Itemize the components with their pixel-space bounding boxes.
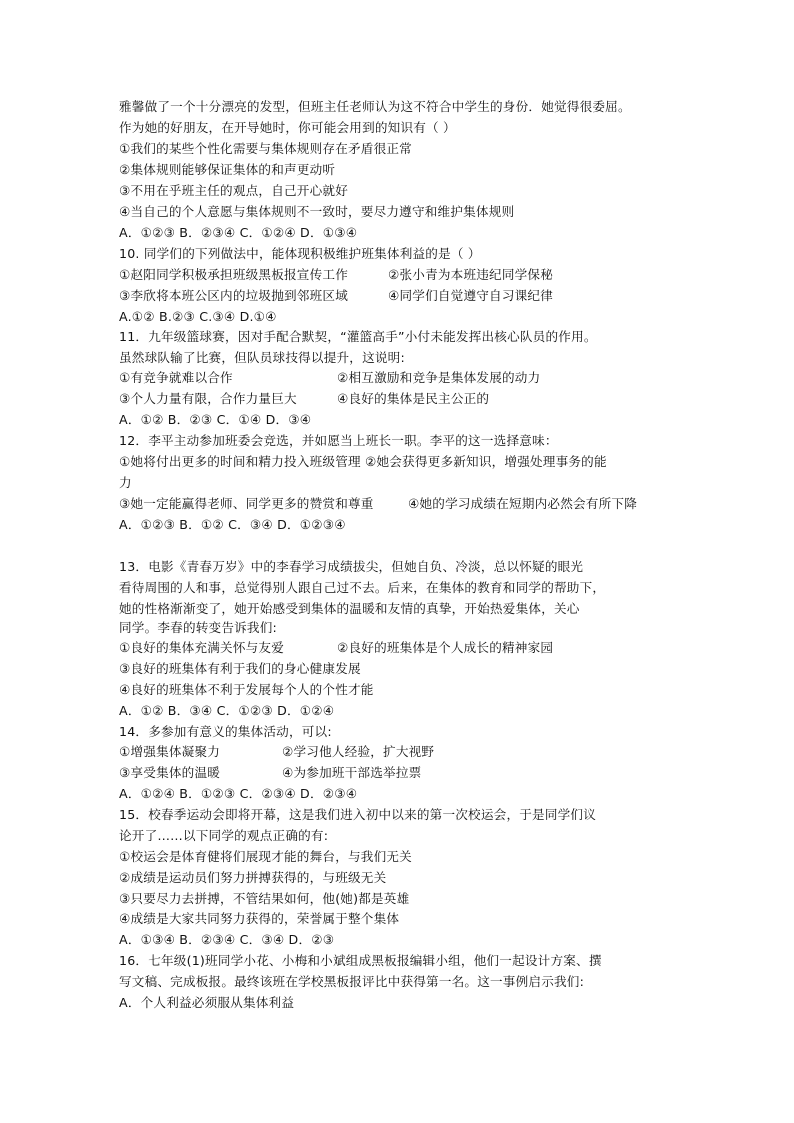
text-line: 雅馨做了一个十分漂亮的发型，但班主任老师认为这不符合中学生的身份．她觉得很委屈。 bbox=[119, 99, 631, 114]
option-line: ②学习他人经验，扩大视野 bbox=[282, 744, 435, 759]
question-text: 看待周围的人和事，总觉得别人跟自己过不去。后来，在集体的教育和同学的帮助下， bbox=[119, 580, 606, 595]
question-text: 写文稿、完成板报。最终该班在学校黑板报评比中获得第一名。这一事例启示我们: bbox=[119, 974, 585, 989]
question-14: 14．多参加有意义的集体活动，可以: bbox=[119, 724, 332, 739]
answer-choices: A．①② B．③④ C．①②③ D．①②④ bbox=[119, 703, 335, 718]
question-10: 10. 同学们的下列做法中，能体现积极维护班集体利益的是（ ） bbox=[119, 246, 481, 261]
option-line: ②良好的班集体是个人成长的精神家园 bbox=[337, 640, 554, 655]
option-line: ③良好的班集体有利于我们的身心健康发展 bbox=[119, 661, 361, 676]
option-line: ①良好的集体充满关怀与友爱 bbox=[119, 640, 285, 655]
option-line: ④当自己的个人意愿与集体规则不一致时，要尽力遵守和维护集体规则 bbox=[119, 204, 515, 219]
option-line: ①增强集体凝聚力 bbox=[119, 744, 221, 759]
option-line: ③只要尽力去拼搏，不管结果如何，他(她)都是英雄 bbox=[119, 891, 410, 906]
question-12: 12．李平主动参加班委会竞选，并如愿当上班长一职。李平的这一选择意味： bbox=[119, 433, 558, 448]
question-text: 论开了……以下同学的观点正确的有: bbox=[119, 828, 329, 843]
option-line: ④成绩是大家共同努力获得的，荣誉属于整个集体 bbox=[119, 911, 400, 926]
question-text: 虽然球队输了比赛，但队员球技得以提升，这说明: bbox=[119, 350, 405, 365]
question-15: 15．校春季运动会即将开幕，这是我们进入初中以来的第一次校运会，于是同学们议 bbox=[119, 807, 596, 822]
option-line: ③个人力量有限，合作力量巨大 bbox=[119, 391, 297, 406]
answer-choices: A．①② B．②③ C．①④ D．③④ bbox=[119, 412, 312, 427]
option-line: ①我们的某些个性化需要与集体规则存在矛盾很正常 bbox=[119, 141, 412, 156]
option-line: ④良好的集体是民主公正的 bbox=[337, 391, 490, 406]
option-line: ④她的学习成绩在短期内必然会有所下降 bbox=[408, 496, 637, 511]
option-line: 力 bbox=[119, 475, 132, 490]
option-line: ③李欣将本班公区内的垃圾抛到邻班区域 bbox=[119, 288, 348, 303]
question-13: 13．电影《青春万岁》中的李春学习成绩拔尖，但她自负、冷淡，总以怀疑的眼光 bbox=[119, 559, 584, 574]
answer-choices: A．①②③ B．①② C．③④ D．①②③④ bbox=[119, 517, 346, 532]
answer-choices: A．①②④ B．①②③ C．②③④ D．②③④ bbox=[119, 786, 358, 801]
question-text: 同学。李春的转变告诉我们: bbox=[119, 620, 277, 635]
answer-choices: A．个人利益必须服从集体利益 bbox=[119, 995, 295, 1010]
option-line: ①校运会是体育健将们展现才能的舞台，与我们无关 bbox=[119, 849, 412, 864]
answer-choices: A.①② B.②③ C.③④ D.①④ bbox=[119, 309, 277, 324]
option-line: ①赵阳同学积极承担班级黑板报宣传工作 bbox=[119, 267, 348, 282]
question-16: 16．七年级(1)班同学小花、小梅和小斌组成黑板报编辑小组，他们一起设计方案、撰 bbox=[119, 953, 602, 968]
question-prompt: 作为她的好朋友，在开导她时，你可能会用到的知识有（ ） bbox=[119, 120, 456, 135]
option-line: ④为参加班干部选举拉票 bbox=[282, 765, 422, 780]
question-text: 她的性格渐渐变了，她开始感受到集体的温暖和友情的真挚，开始热爱集体，关心 bbox=[119, 601, 580, 616]
option-line: ②相互激励和竞争是集体发展的动力 bbox=[337, 370, 541, 385]
option-line: ③享受集体的温暖 bbox=[119, 765, 221, 780]
answer-choices: A．①③④ B．②③④ C．③④ D．②③ bbox=[119, 932, 335, 947]
option-line: ②张小青为本班违纪同学保秘 bbox=[388, 267, 554, 282]
option-line: ④良好的班集体不利于发展每个人的个性才能 bbox=[119, 682, 374, 697]
option-line: ②集体规则能够保证集体的和声更动听 bbox=[119, 162, 336, 177]
option-line: ①有竞争就难以合作 bbox=[119, 370, 233, 385]
option-line: ①她将付出更多的时间和精力投入班级管理 ②她会获得更多新知识，增强处理事务的能 bbox=[119, 454, 607, 469]
option-line: ③不用在乎班主任的观点，自己开心就好 bbox=[119, 183, 348, 198]
option-line: ④同学们自觉遵守自习课纪律 bbox=[388, 288, 554, 303]
option-line: ③她一定能赢得老师、同学更多的赞赏和尊重 bbox=[119, 496, 374, 511]
question-11: 11．九年级篮球赛，因对手配合默契，“灌篮高手”小付未能发挥出核心队员的作用。 bbox=[119, 329, 597, 344]
option-line: ②成绩是运动员们努力拼搏获得的，与班级无关 bbox=[119, 870, 387, 885]
answer-choices: A．①②③ B．②③④ C．①②④ D．①③④ bbox=[119, 225, 358, 240]
